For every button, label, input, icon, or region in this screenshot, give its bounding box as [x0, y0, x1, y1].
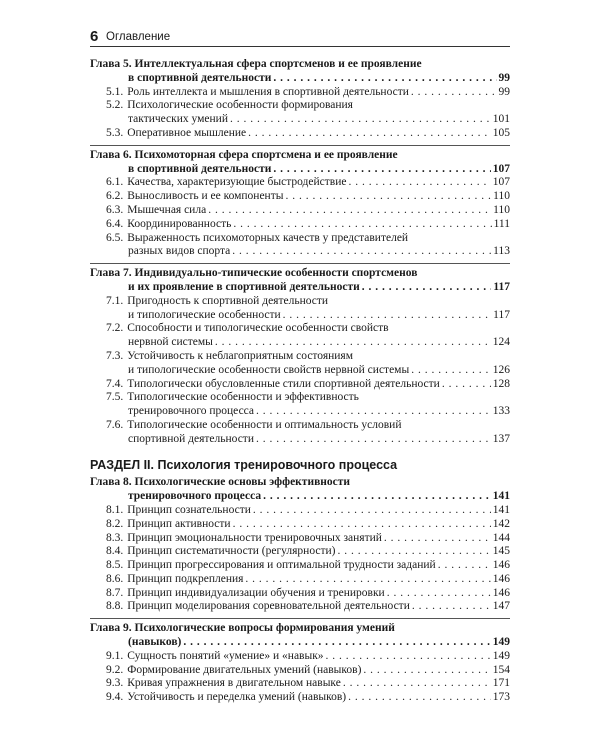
- entry-line: [90, 309, 510, 323]
- entry-line: [90, 532, 510, 546]
- page-ref: 111: [493, 217, 510, 230]
- entry-number: 6.4.: [106, 217, 124, 230]
- page-ref: 146: [492, 559, 510, 572]
- chapter-title: [90, 476, 510, 504]
- entry-line: [90, 518, 510, 532]
- toc-entry: [90, 99, 510, 127]
- chapter-title: [90, 149, 510, 177]
- entry-text: 6.2. Выносливость и ее компоненты: [106, 190, 284, 203]
- leader-dots: [411, 86, 497, 100]
- entry-text: 8.5. Принцип прогрессирования и оптимальной трудности заданий: [106, 559, 436, 572]
- entry-number: 8.3.: [106, 531, 124, 544]
- chapter-block: [90, 263, 510, 446]
- entry-line: [90, 232, 510, 246]
- chapter-title-line: [90, 72, 510, 86]
- page-ref: 99: [498, 71, 510, 84]
- chapter-title: [90, 58, 510, 86]
- entry-text: 8.6. Принцип подкрепления: [106, 572, 244, 585]
- leader-dots: [363, 664, 490, 678]
- entry-line: [90, 405, 510, 419]
- page-ref: 107: [492, 162, 510, 175]
- entry-number: 8.7.: [106, 586, 124, 599]
- chapter-title-line: [90, 490, 510, 504]
- entry-line: [90, 99, 510, 113]
- entry-line: [90, 204, 510, 218]
- entry-number: 6.1.: [106, 176, 124, 189]
- leader-dots: [233, 218, 491, 232]
- entry-number: 5.3.: [106, 126, 124, 139]
- leader-dots: [273, 72, 496, 86]
- toc-entry: [90, 545, 510, 559]
- leader-dots: [412, 600, 491, 614]
- entry-text: 8.2. Принцип активности: [106, 517, 231, 530]
- table-of-contents: [90, 58, 510, 709]
- entry-text: (навыков): [128, 636, 182, 649]
- leader-dots: [438, 559, 491, 573]
- entry-line: [90, 433, 510, 447]
- page-ref: 149: [492, 649, 510, 662]
- chapter-title: [90, 622, 510, 650]
- entry-text: Глава 7. Индивидуально-типические особенности спортсменов: [90, 267, 418, 280]
- entry-text: 9.3. Кривая упражнения в двигательном навыке: [106, 677, 341, 690]
- entry-line: [90, 350, 510, 364]
- entry-line: [90, 664, 510, 678]
- toc-entry: [90, 504, 510, 518]
- leader-dots: [273, 163, 490, 177]
- entry-line: [90, 391, 510, 405]
- page-ref: 113: [493, 245, 510, 258]
- leader-dots: [263, 490, 491, 504]
- entry-text: в спортивной деятельности: [128, 162, 272, 175]
- entry-text: 6.1. Качества, характеризующие быстродействие: [106, 176, 347, 189]
- toc-entry: [90, 573, 510, 587]
- toc-entry: [90, 350, 510, 378]
- entry-line: [90, 113, 510, 127]
- chapter-title-line: [90, 622, 510, 636]
- entry-number: 9.3.: [106, 677, 124, 690]
- entry-text: в спортивной деятельности: [128, 71, 272, 84]
- page-number: 6: [90, 28, 99, 45]
- leader-dots: [256, 433, 491, 447]
- toc-entry: [90, 232, 510, 260]
- toc-entry: [90, 295, 510, 323]
- toc-entry: [90, 419, 510, 447]
- entry-text: 7.2. Способности и типологические особенности свойств: [106, 322, 389, 335]
- entry-line: [90, 86, 510, 100]
- entry-line: [90, 545, 510, 559]
- entry-number: 7.2.: [106, 322, 124, 335]
- toc-entry: [90, 691, 510, 705]
- leader-dots: [348, 176, 490, 190]
- leader-dots: [348, 691, 491, 705]
- entry-text: Глава 6. Психомоторная сфера спортсмена и ее проявление: [90, 148, 398, 161]
- entry-number: 8.2.: [106, 517, 124, 530]
- leader-dots: [442, 378, 491, 392]
- entry-text: Глава 8. Психологические основы эффективности: [90, 476, 351, 489]
- entry-number: 6.3.: [106, 203, 124, 216]
- toc-section-2: [90, 476, 510, 705]
- entry-line: [90, 127, 510, 141]
- running-title: Оглавление: [106, 31, 171, 43]
- page-ref: 173: [492, 691, 510, 704]
- page-ref: 124: [492, 336, 510, 349]
- leader-dots: [285, 190, 491, 204]
- leader-dots: [256, 405, 491, 419]
- entry-line: [90, 419, 510, 433]
- toc-entry: [90, 127, 510, 141]
- chapter-title-line: [90, 281, 510, 295]
- entry-number: 7.5.: [106, 391, 124, 404]
- page-ref: 147: [492, 600, 510, 613]
- entry-text: 8.4. Принцип систематичности (регулярности): [106, 545, 336, 558]
- page-ref: 117: [493, 280, 510, 293]
- entry-text: Глава 9. Психологические вопросы формирования умений: [90, 622, 395, 635]
- entry-line: [90, 587, 510, 601]
- entry-text: 7.3. Устойчивость к неблагоприятным состояниям: [106, 349, 353, 362]
- toc-entry: [90, 559, 510, 573]
- page-ref: 146: [492, 586, 510, 599]
- entry-text: и их проявление в спортивной деятельности: [128, 280, 360, 293]
- leader-dots: [183, 636, 490, 650]
- page-ref: 105: [492, 126, 510, 139]
- entry-line: [90, 190, 510, 204]
- entry-text: и типологические особенности свойств нервной системы: [128, 363, 410, 376]
- entry-text: и типологические особенности: [128, 308, 281, 321]
- page-ref: 145: [492, 545, 510, 558]
- entry-text: нервной системы: [128, 336, 213, 349]
- page-ref: 149: [492, 636, 510, 649]
- entry-text: 8.7. Принцип индивидуализации обучения и тренировки: [106, 586, 385, 599]
- leader-dots: [326, 650, 491, 664]
- toc-entry: [90, 600, 510, 614]
- leader-dots: [283, 309, 492, 323]
- entry-line: [90, 364, 510, 378]
- leader-dots: [230, 113, 491, 127]
- entry-line: [90, 378, 510, 392]
- toc-entry: [90, 391, 510, 419]
- running-header: [90, 26, 510, 47]
- toc-entry: [90, 378, 510, 392]
- page-ref: 126: [492, 363, 510, 376]
- chapter-title-line: [90, 58, 510, 72]
- page-ref: 107: [492, 176, 510, 189]
- leader-dots: [248, 127, 491, 141]
- entry-line: [90, 691, 510, 705]
- entry-line: [90, 559, 510, 573]
- chapter-title: [90, 267, 510, 295]
- page-ref: 137: [492, 432, 510, 445]
- entry-text: 7.4. Типологически обусловленные стили спортивной деятельности: [106, 377, 440, 390]
- entry-text: 6.3. Мышечная сила: [106, 203, 207, 216]
- page-ref: 141: [492, 490, 510, 503]
- entry-number: 7.1.: [106, 294, 124, 307]
- chapter-title-line: [90, 636, 510, 650]
- part-title: РАЗДЕЛ II. Психология тренировочного процесса: [90, 457, 398, 472]
- toc-entry: [90, 518, 510, 532]
- entry-text: 7.5. Типологические особенности и эффективность: [106, 391, 359, 404]
- entry-number: 9.2.: [106, 663, 124, 676]
- entry-number: 6.5.: [106, 231, 124, 244]
- leader-dots: [343, 677, 491, 691]
- entry-line: [90, 504, 510, 518]
- entry-text: тактических умений: [128, 113, 228, 126]
- entry-number: 9.4.: [106, 691, 124, 704]
- entry-text: 8.1. Принцип сознательности: [106, 503, 251, 516]
- entry-number: 8.4.: [106, 545, 124, 558]
- toc-entry: [90, 190, 510, 204]
- page-ref: 154: [492, 663, 510, 676]
- entry-text: 5.1. Роль интеллекта и мышления в спортивной деятельности: [106, 85, 409, 98]
- page-ref: 171: [492, 677, 510, 690]
- entry-line: [90, 295, 510, 309]
- entry-text: 9.2. Формирование двигательных умений (навыков): [106, 663, 362, 676]
- toc-entry: [90, 218, 510, 232]
- entry-text: 6.4. Координированность: [106, 217, 232, 230]
- entry-number: 6.2.: [106, 190, 124, 203]
- chapter-title-line: [90, 149, 510, 163]
- entry-text: 9.1. Сущность понятий «умение» и «навык»: [106, 649, 324, 662]
- leader-dots: [387, 587, 491, 601]
- toc-entry: [90, 322, 510, 350]
- leader-dots: [411, 364, 491, 378]
- entry-text: 9.4. Устойчивость и переделка умений (навыков): [106, 691, 347, 704]
- entry-number: 8.8.: [106, 600, 124, 613]
- entry-text: тренировочного процесса: [128, 405, 255, 418]
- entry-line: [90, 176, 510, 190]
- page-ref: 146: [492, 572, 510, 585]
- entry-text: 5.2. Психологические особенности формирования: [106, 99, 353, 112]
- chapter-block: [90, 58, 510, 141]
- entry-text: 5.3. Оперативное мышление: [106, 126, 247, 139]
- entry-text: Глава 5. Интеллектуальная сфера спортсменов и ее проявление: [90, 58, 422, 70]
- page-ref: 110: [493, 190, 510, 203]
- entry-number: 8.5.: [106, 559, 124, 572]
- entry-text: 8.3. Принцип эмоциональности тренировочных занятий: [106, 531, 382, 544]
- toc-entry: [90, 664, 510, 678]
- entry-line: [90, 218, 510, 232]
- chapter-title-line: [90, 163, 510, 177]
- toc-entry: [90, 677, 510, 691]
- entry-number: 5.2.: [106, 99, 124, 112]
- entry-line: [90, 650, 510, 664]
- chapter-block: [90, 476, 510, 614]
- entry-line: [90, 322, 510, 336]
- entry-text: разных видов спорта: [128, 245, 231, 258]
- toc-section-1: [90, 58, 510, 447]
- page-ref: 128: [492, 377, 510, 390]
- toc-entry: [90, 587, 510, 601]
- entry-number: 7.3.: [106, 349, 124, 362]
- entry-number: 8.6.: [106, 572, 124, 585]
- leader-dots: [215, 336, 491, 350]
- entry-text: тренировочного процесса: [128, 490, 262, 503]
- entry-line: [90, 336, 510, 350]
- chapter-block: [90, 145, 510, 259]
- chapter-title-line: [90, 476, 510, 490]
- page-ref: 117: [493, 308, 510, 321]
- toc-entry: [90, 86, 510, 100]
- page-ref: 99: [498, 85, 510, 98]
- entry-text: 8.8. Принцип моделирования соревновательной деятельности: [106, 600, 410, 613]
- page-ref: 133: [492, 405, 510, 418]
- leader-dots: [362, 281, 492, 295]
- page-ref: 101: [492, 113, 510, 126]
- entry-line: [90, 677, 510, 691]
- chapter-block: [90, 618, 510, 705]
- entry-text: 7.1. Пригодность к спортивной деятельности: [106, 294, 329, 307]
- leader-dots: [338, 545, 491, 559]
- leader-dots: [384, 532, 491, 546]
- entry-number: 7.4.: [106, 377, 124, 390]
- entry-text: 6.5. Выраженность психомоторных качеств у представителей: [106, 231, 409, 244]
- entry-number: 9.1.: [106, 649, 124, 662]
- leader-dots: [232, 245, 491, 259]
- entry-line: [90, 245, 510, 259]
- page-ref: 144: [492, 531, 510, 544]
- page-ref: 110: [493, 203, 510, 216]
- page-ref: 142: [492, 517, 510, 530]
- entry-line: [90, 600, 510, 614]
- leader-dots: [253, 504, 491, 518]
- toc-entry: [90, 650, 510, 664]
- entry-number: 8.1.: [106, 503, 124, 516]
- page-ref: 141: [492, 503, 510, 516]
- leader-dots: [233, 518, 491, 532]
- chapter-title-line: [90, 267, 510, 281]
- entry-number: 7.6.: [106, 418, 124, 431]
- entry-text: спортивной деятельности: [128, 432, 254, 445]
- leader-dots: [208, 204, 491, 218]
- entry-text: 7.6. Типологические особенности и оптимальность условий: [106, 418, 402, 431]
- entry-line: [90, 573, 510, 587]
- leader-dots: [245, 573, 490, 587]
- toc-entry: [90, 532, 510, 546]
- entry-number: 5.1.: [106, 85, 124, 98]
- toc-entry: [90, 176, 510, 190]
- toc-entry: [90, 204, 510, 218]
